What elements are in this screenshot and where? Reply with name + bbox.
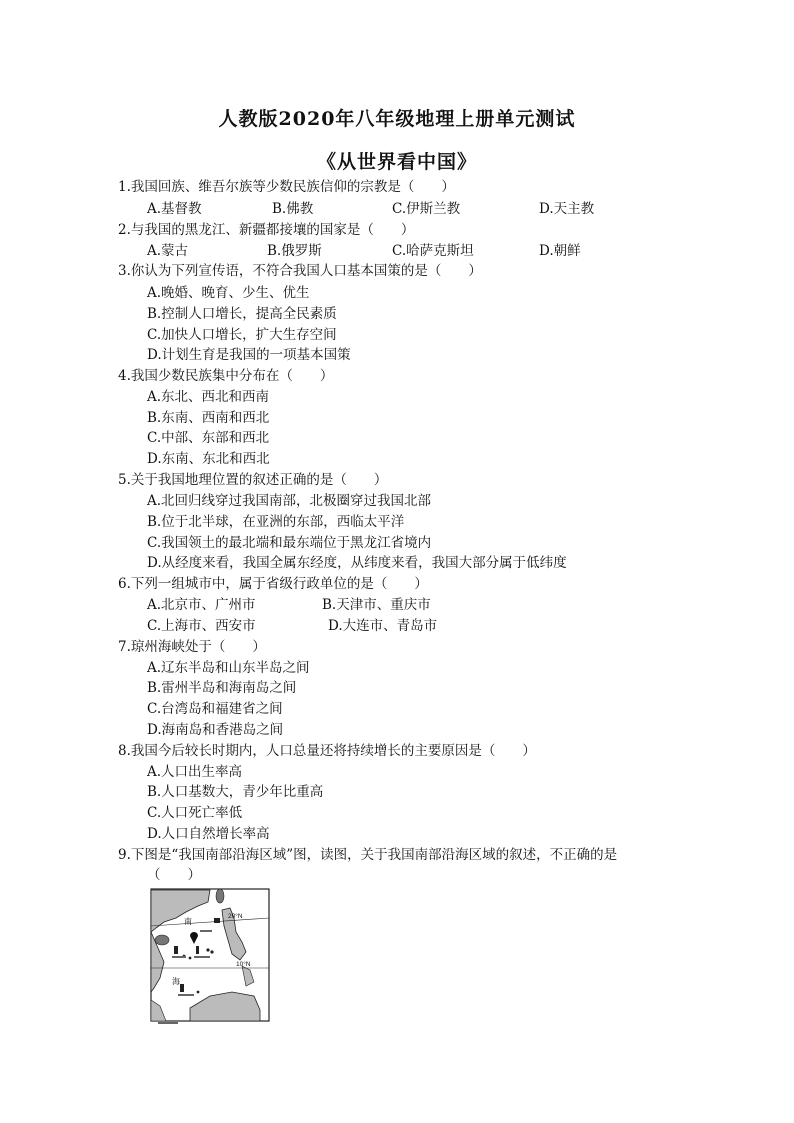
question-3-option-a: A.晚婚、晚育、少生、优生 [147, 285, 310, 301]
question-3-option-b: B.控制人口增长，提高全民素质 [147, 306, 337, 322]
question-1-stem: 1.我国回族、维吾尔族等少数民族信仰的宗教是（ ） [118, 179, 455, 195]
question-6-option-c: C.上海市、西安市 [147, 618, 256, 634]
question-9-stem: 9.下图是“我国南部沿海区域”图，读图，关于我国南部沿海区域的叙述，不正确的是 [118, 847, 618, 863]
question-1-option-b: B.佛教 [272, 201, 314, 217]
question-3-option-c: C.加快人口增长，扩大生存空间 [147, 327, 337, 343]
question-5-option-b: B.位于北半球，在亚洲的东部，西临太平洋 [147, 514, 405, 530]
question-2-option-a: A.蒙古 [147, 243, 189, 259]
map-marker-3 [180, 984, 184, 992]
map-marker-2 [196, 946, 199, 954]
question-7-option-c: C.台湾岛和福建省之间 [147, 701, 283, 717]
map-taiwan-island [216, 889, 224, 903]
question-2-option-c: C.哈萨克斯坦 [392, 243, 474, 259]
south-china-coast-map [150, 888, 270, 1026]
question-2-option-b: B.俄罗斯 [267, 243, 322, 259]
map-label-10n: 10°N [236, 961, 251, 968]
map-marker-1 [174, 946, 178, 954]
question-6-option-a: A.北京市、广州市 [147, 597, 256, 613]
question-2-stem: 2.与我国的黑龙江、新疆都接壤的国家是（ ） [118, 222, 415, 238]
question-8-stem: 8.我国今后较长时期内，人口总量还将持续增长的主要原因是（ ） [118, 743, 536, 759]
question-4-option-d: D.东南、东北和西北 [147, 451, 270, 467]
question-6-stem: 6.下列一组城市中，属于省级行政单位的是（ ） [118, 576, 428, 592]
map-label-sea-2: 海 [172, 977, 180, 986]
question-5-stem: 5.关于我国地理位置的叙述正确的是（ ） [118, 472, 388, 488]
question-4-stem: 4.我国少数民族集中分布在（ ） [118, 368, 334, 384]
question-7-option-d: D.海南岛和香港岛之间 [147, 722, 284, 738]
question-1-option-d: D.天主教 [539, 201, 595, 217]
question-6-option-d: D.大连市、青岛市 [328, 618, 438, 634]
question-4-option-b: B.东南、西南和西北 [147, 410, 270, 426]
question-7-stem: 7.琼州海峡处于（ ） [118, 639, 266, 655]
map-label-20n: 20°N [228, 913, 243, 920]
map-label-sea-1: 南 [184, 917, 192, 926]
question-7-option-a: A.辽东半岛和山东半岛之间 [147, 660, 310, 676]
question-8-option-c: C.人口死亡率低 [147, 805, 243, 821]
question-8-option-d: D.人口自然增长率高 [147, 826, 270, 842]
question-6-option-b: B.天津市、重庆市 [322, 597, 431, 613]
map-hainan-island [155, 935, 169, 945]
question-8-option-b: B.人口基数大，青少年比重高 [147, 784, 324, 800]
question-1-option-c: C.伊斯兰教 [392, 201, 461, 217]
question-4-option-a: A.东北、西北和西南 [147, 389, 270, 405]
map-marker-4 [214, 918, 220, 923]
question-5-option-a: A.北回归线穿过我国南部，北极圈穿过我国北部 [147, 493, 432, 509]
question-5-option-d: D.从经度来看，我国全属东经度，从纬度来看，我国大部分属于低纬度 [147, 555, 567, 571]
question-7-option-b: B.雷州半岛和海南岛之间 [147, 680, 297, 696]
question-2-option-d: D.朝鲜 [539, 243, 581, 259]
question-3-option-d: D.计划生育是我国的一项基本国策 [147, 347, 351, 363]
question-3-stem: 3.你认为下列宣传语，不符合我国人口基本国策的是（ ） [118, 263, 482, 279]
question-1-option-a: A.基督教 [147, 201, 202, 217]
question-4-option-c: C.中部、东部和西北 [147, 430, 270, 446]
question-8-option-a: A.人口出生率高 [147, 764, 243, 780]
page-title: 人教版2020年八年级地理上册单元测试 [218, 108, 576, 130]
question-5-option-c: C.我国领土的最北端和最东端位于黑龙江省境内 [147, 535, 432, 551]
page-subtitle: 《从世界看中国》 [316, 151, 477, 173]
question-9-stem-continuation: （ ） [147, 867, 201, 883]
